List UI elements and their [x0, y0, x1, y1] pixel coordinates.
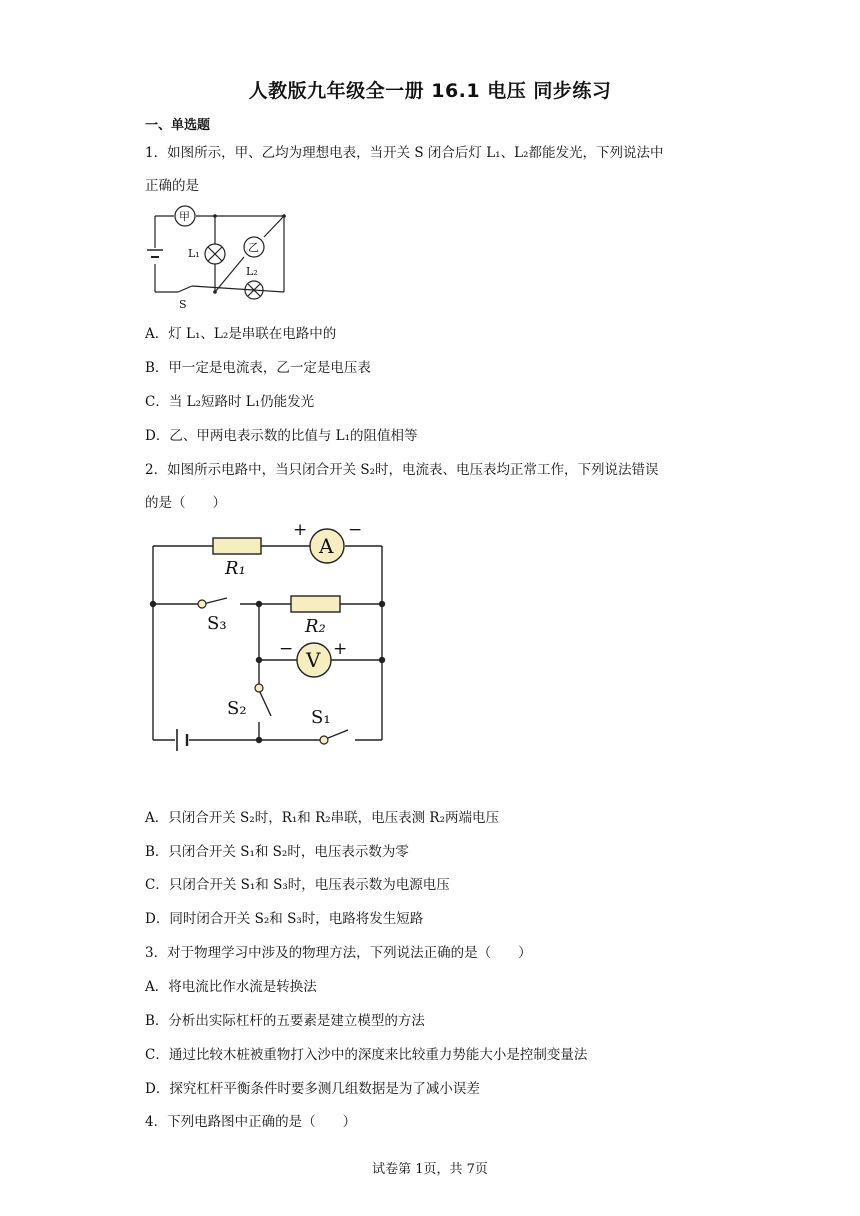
q3-option-c: C．通过比较木桩被重物打入沙中的深度来比较重力势能大小是控制变量法	[145, 1047, 588, 1063]
q2-option-a: A．只闭合开关 S₂时，R₁和 R₂串联，电压表测 R₂两端电压	[145, 810, 500, 826]
q2-s2-label: S₂	[227, 698, 247, 719]
q4-stem: 4．下列电路图中正确的是（ ）	[145, 1114, 357, 1130]
q1-circuit-diagram	[140, 202, 300, 312]
q2-option-b: B．只闭合开关 S₁和 S₂时，电压表示数为零	[145, 844, 409, 860]
q2-ammeter-minus: −	[348, 520, 363, 540]
section-heading: 一、单选题	[145, 118, 211, 133]
q3-option-b: B．分析出实际杠杆的五要素是建立模型的方法	[145, 1013, 425, 1029]
q3-option-a: A．将电流比作水流是转换法	[145, 979, 317, 995]
q2-option-d: D．同时闭合开关 S₂和 S₃时，电路将发生短路	[145, 911, 424, 927]
q2-option-c: C．只闭合开关 S₁和 S₃时，电压表示数为电源电压	[145, 877, 450, 893]
q1-meter2-label: 乙	[248, 241, 259, 254]
q1-option-a: A．灯 L₁、L₂是串联在电路中的	[145, 326, 337, 342]
q2-stem-line2: 的是（ ）	[145, 495, 226, 511]
q2-ammeter-label: A	[319, 534, 334, 558]
q1-option-b: B．甲一定是电流表，乙一定是电压表	[145, 360, 371, 376]
q1-option-c: C．当 L₂短路时 L₁仍能发光	[145, 394, 315, 410]
q2-voltmeter-label: V	[306, 648, 321, 672]
q1-lamp2-label: L₂	[246, 265, 258, 278]
q3-stem: 3．对于物理学习中涉及的物理方法，下列说法正确的是（ ）	[145, 945, 532, 961]
q2-circuit-diagram	[145, 518, 395, 758]
q2-s1-label: S₁	[311, 707, 331, 728]
q2-voltmeter-plus: +	[333, 639, 348, 659]
q1-meter1-label: 甲	[179, 210, 190, 223]
page-footer: 试卷第 1页，共 7页	[372, 1162, 488, 1177]
q2-voltmeter-minus: −	[279, 639, 294, 659]
q2-r1-label: R₁	[225, 558, 246, 579]
q1-stem-line2: 正确的是	[145, 178, 199, 194]
q2-ammeter-plus: +	[293, 520, 308, 540]
q1-lamp1-label: L₁	[188, 247, 200, 260]
q1-option-d: D．乙、甲两电表示数的比值与 L₁的阻值相等	[145, 428, 418, 444]
q3-option-d: D．探究杠杆平衡条件时要多测几组数据是为了减小误差	[145, 1081, 480, 1097]
page-title: 人教版九年级全一册 16.1 电压 同步练习	[248, 80, 612, 102]
q2-s3-label: S₃	[207, 613, 227, 634]
q2-r2-label: R₂	[305, 616, 326, 637]
q2-stem-line1: 2．如图所示电路中，当只闭合开关 S₂时，电流表、电压表均正常工作，下列说法错误	[145, 462, 659, 478]
q1-stem-line1: 1．如图所示，甲、乙均为理想电表，当开关 S 闭合后灯 L₁、L₂都能发光，下列说法中	[145, 145, 664, 161]
q1-switch-label: S	[179, 298, 187, 311]
